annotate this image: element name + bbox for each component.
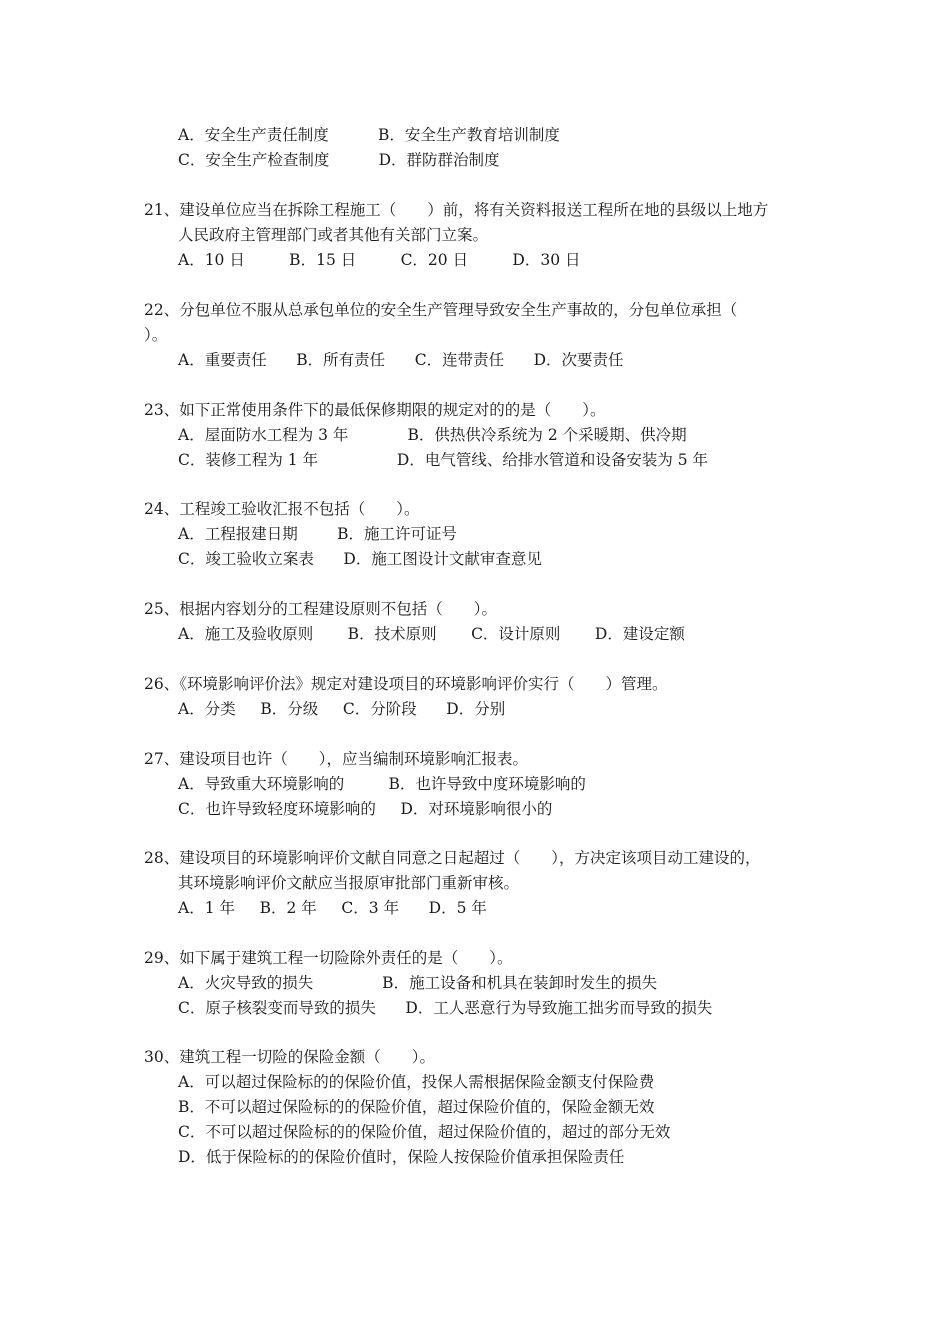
option-line: A．工程报建日期 B．施工许可证号 [178, 525, 458, 543]
option-line: D．低于保险标的的保险价值时，保险人按保险价值承担保险责任 [178, 1148, 625, 1166]
option-line: A．可以超过保险标的的保险价值，投保人需根据保险金额支付保险费 [178, 1073, 655, 1091]
question-stem: 25、根据内容划分的工程建设原则不包括（ ）。 [144, 600, 497, 618]
question-stem: 24、工程竣工验收汇报不包括（ ）。 [144, 500, 420, 518]
option-line: A．施工及验收原则 B．技术原则 C．设计原则 D．建设定额 [178, 625, 685, 643]
question-stem: 26、《环境影响评价法》规定对建设项目的环境影响评价实行（ ）管理。 [144, 675, 668, 693]
option-line: C．装修工程为 1 年 D．电气管线、给排水管道和设备安装为 5 年 [178, 451, 709, 469]
option-line: A．导致重大环境影响的 B．也许导致中度环境影响的 [178, 775, 586, 793]
question-stem: 22、分包单位不服从总承包单位的安全生产管理导致安全生产事故的，分包单位承担（ [144, 301, 738, 319]
option-line: A．安全生产责任制度 B．安全生产教育培训制度 [178, 126, 560, 144]
option-line: C．原子核裂变而导致的损失 D．工人恶意行为导致施工拙劣而导致的损失 [178, 999, 713, 1017]
option-line: A．10 日 B．15 日 C．20 日 D．30 日 [178, 251, 581, 269]
question-stem: 29、如下属于建筑工程一切险除外责任的是（ ）。 [144, 949, 513, 967]
option-line: C．也许导致轻度环境影响的 D．对环境影响很小的 [178, 800, 553, 818]
question-stem: 23、如下正常使用条件下的最低保修期限的规定对的的是（ ）。 [144, 401, 606, 419]
option-line: A．屋面防水工程为 3 年 B．供热供冷系统为 2 个采暖期、供冷期 [178, 426, 687, 444]
option-line: A．火灾导致的损失 B．施工设备和机具在装卸时发生的损失 [178, 974, 658, 992]
question-stem: 其环境影响评价文献应当报原审批部门重新审核。 [178, 874, 520, 892]
option-line: A．1 年 B．2 年 C．3 年 D．5 年 [178, 899, 487, 917]
question-stem: 30、建筑工程一切险的保险金额（ ）。 [144, 1048, 435, 1066]
question-stem: 28、建设项目的环境影响评价文献自同意之日起超过（ ），方决定该项目动工建设的， [144, 849, 761, 867]
option-line: A．分类 B．分级 C．分阶段 D．分别 [178, 700, 506, 718]
question-stem: 21、建设单位应当在拆除工程施工（ ）前，将有关资料报送工程所在地的县级以上地方 [144, 201, 769, 219]
question-stem: 27、建设项目也许（ ），应当编制环境影响汇报表。 [144, 750, 528, 768]
option-line: C．不可以超过保险标的的保险价值，超过保险价值的，超过的部分无效 [178, 1123, 671, 1141]
option-line: A．重要责任 B．所有责任 C．连带责任 D．次要责任 [178, 351, 624, 369]
question-stem: 人民政府主管理部门或者其他有关部门立案。 [178, 226, 489, 244]
option-line: C．安全生产检查制度 D．群防群治制度 [178, 151, 500, 169]
question-stem: ）。 [144, 326, 168, 344]
option-line: B．不可以超过保险标的的保险价值，超过保险价值的，保险金额无效 [178, 1098, 655, 1116]
option-line: C．竣工验收立案表 D．施工图设计文献审查意见 [178, 550, 542, 568]
